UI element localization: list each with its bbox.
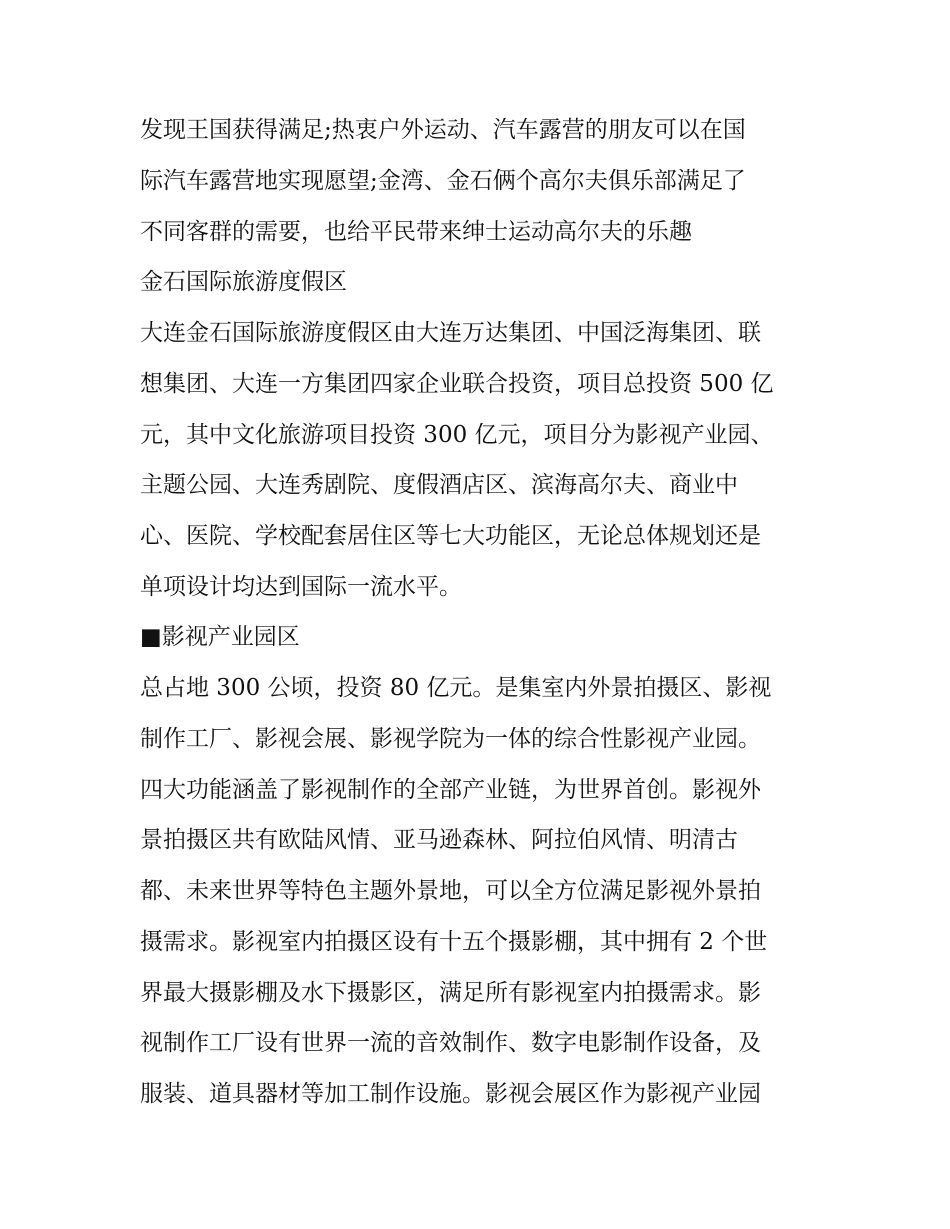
text-line: 总占地 300 公顷，投资 80 亿元。是集室内外景拍摄区、影视: [140, 675, 772, 701]
text-line: 单项设计均达到国际一流水平。: [140, 574, 462, 600]
section-heading: ■影视产业园区: [140, 624, 300, 650]
text-line: 界最大摄影棚及水下摄影区，满足所有影视室内拍摄需求。影: [140, 980, 761, 1006]
section-heading: 金石国际旅游度假区: [140, 269, 347, 295]
text-line: 视制作工厂设有世界一流的音效制作、数字电影制作设备，及: [140, 1030, 761, 1056]
text-line: 景拍摄区共有欧陆风情、亚马逊森林、阿拉伯风情、明清古: [140, 827, 738, 853]
text-line: 际汽车露营地实现愿望;金湾、金石俩个高尔夫俱乐部满足了: [140, 168, 746, 194]
text-line: 心、医院、学校配套居住区等七大功能区，无论总体规划还是: [140, 523, 761, 549]
text-line: 服装、道具器材等加工制作设施。影视会展区作为影视产业园: [140, 1081, 761, 1107]
text-line: 发现王国获得满足;热衷户外运动、汽车露营的朋友可以在国: [140, 117, 746, 143]
text-line: 主题公园、大连秀剧院、度假酒店区、滨海高尔夫、商业中: [140, 472, 738, 498]
text-line: 想集团、大连一方集团四家企业联合投资，项目总投资 500 亿: [140, 371, 774, 397]
text-line: 大连金石国际旅游度假区由大连万达集团、中国泛海集团、联: [140, 320, 761, 346]
text-line: 摄需求。影视室内拍摄区设有十五个摄影棚，其中拥有 2 个世: [140, 929, 768, 955]
text-line: 元，其中文化旅游项目投资 300 亿元，项目分为影视产业园、: [140, 422, 774, 448]
text-line: 制作工厂、影视会展、影视学院为一体的综合性影视产业园。: [140, 726, 761, 752]
text-line: 都、未来世界等特色主题外景地，可以全方位满足影视外景拍: [140, 878, 761, 904]
text-line: 四大功能涵盖了影视制作的全部产业链，为世界首创。影视外: [140, 777, 761, 803]
text-line: 不同客群的需要，也给平民带来绅士运动高尔夫的乐趣: [140, 219, 692, 245]
